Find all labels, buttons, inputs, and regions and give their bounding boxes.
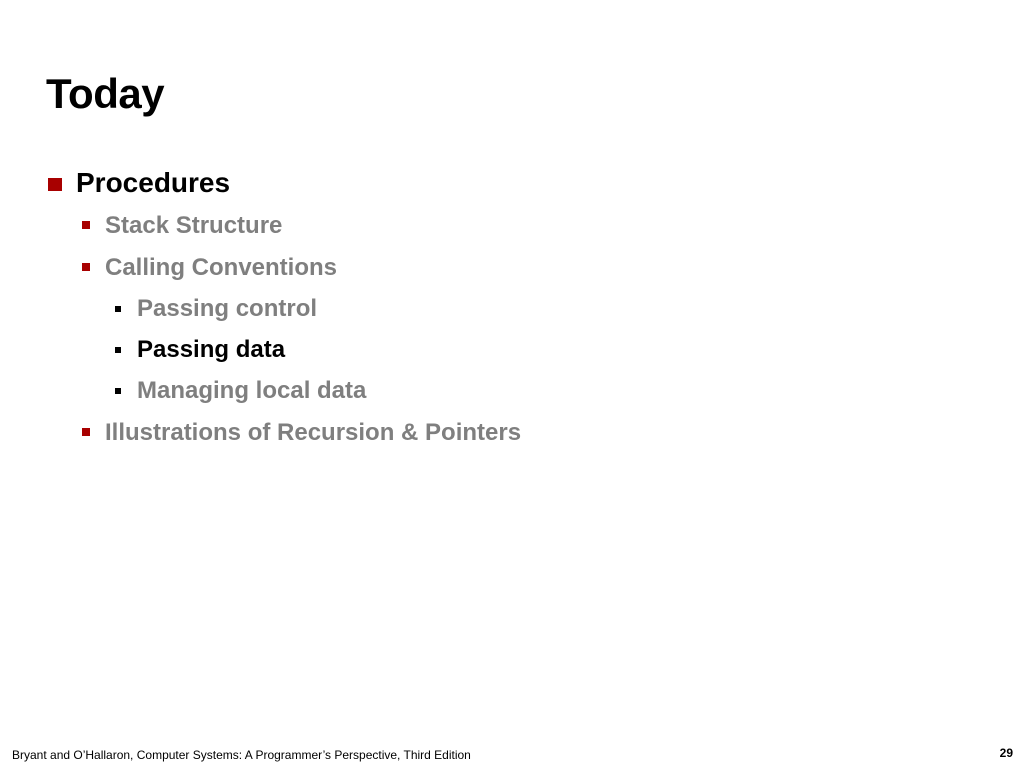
small-square-bullet-icon xyxy=(115,306,121,312)
square-bullet-icon xyxy=(82,221,90,229)
slide-title: Today xyxy=(46,70,165,117)
square-bullet-icon xyxy=(48,178,62,191)
outline-subitem-label: Managing local data xyxy=(137,377,367,404)
outline-heading: Procedures xyxy=(76,167,231,198)
outline-item-label: Stack Structure xyxy=(105,212,283,239)
footer-citation: Bryant and O’Hallaron, Computer Systems: A Programmer’s Perspective, Third Edition xyxy=(12,748,471,762)
outline-item-label: Calling Conventions xyxy=(105,254,338,281)
outline-subitem-label: Passing control xyxy=(137,295,318,322)
square-bullet-icon xyxy=(82,428,90,436)
small-square-bullet-icon xyxy=(115,388,121,394)
page-number: 29 xyxy=(999,746,1013,760)
small-square-bullet-icon xyxy=(115,347,121,353)
square-bullet-icon xyxy=(82,263,90,271)
outline-item-label: Illustrations of Recursion & Pointers xyxy=(105,419,522,446)
outline-subitem-label: Passing data xyxy=(137,336,286,363)
